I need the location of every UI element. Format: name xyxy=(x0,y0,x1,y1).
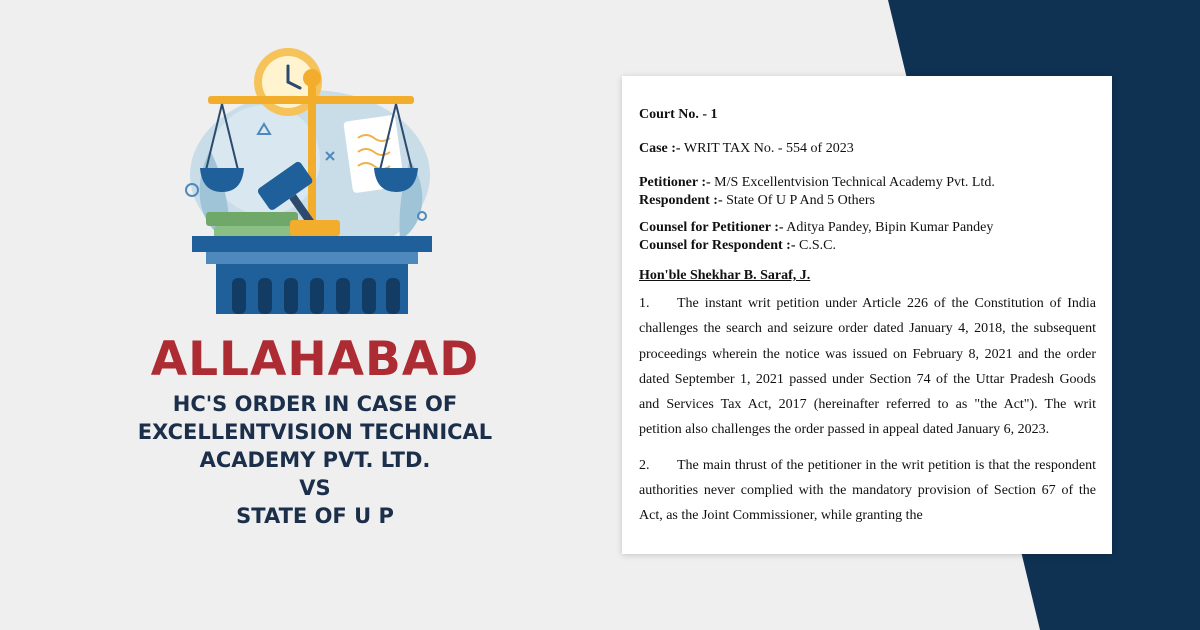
case-value: WRIT TAX No. - 554 of 2023 xyxy=(683,141,854,156)
counsel-petitioner-label: Counsel for Petitioner :- xyxy=(639,220,784,235)
respondent-row xyxy=(639,192,1096,210)
respondent-value: State Of U P And 5 Others xyxy=(726,193,875,208)
counsel-respondent-row xyxy=(639,237,1096,255)
paragraph-2 xyxy=(639,453,1096,529)
counsel-petitioner-value: Aditya Pandey, Bipin Kumar Pandey xyxy=(786,220,994,235)
counsel-petitioner-row xyxy=(639,219,1096,237)
judge-name: Hon'ble Shekhar B. Saraf, J. xyxy=(639,268,811,283)
justice-scale-illustration xyxy=(170,40,450,330)
petitioner-label: Petitioner :- xyxy=(639,175,711,190)
respondent-label: Respondent :- xyxy=(639,193,723,208)
paragraph-1 xyxy=(639,291,1096,443)
book-icon xyxy=(206,212,298,226)
court-order-document xyxy=(622,76,1112,554)
counsel-respondent-value: C.S.C. xyxy=(798,238,836,253)
paragraph-number: 2. xyxy=(639,457,650,473)
petitioner-value: M/S Excellentvision Technical Academy Pvt. Ltd. xyxy=(714,175,995,190)
headline-title: ALLAHABAD xyxy=(150,332,480,387)
petitioner-row xyxy=(639,174,1096,192)
court-number: Court No. - 1 xyxy=(639,107,718,122)
paragraph-number: 1. xyxy=(639,296,650,311)
case-row xyxy=(639,140,1096,158)
headline-block xyxy=(110,330,520,530)
headline-line-5: STATE OF U P xyxy=(236,504,394,528)
counsel-respondent-label: Counsel for Respondent :- xyxy=(639,238,796,253)
headline-line-3: ACADEMY PVT. LTD. xyxy=(199,448,431,472)
podium-top xyxy=(192,236,432,252)
headline-line-4: VS xyxy=(299,476,331,500)
headline-line-1: HC'S ORDER IN CASE OF xyxy=(172,392,458,416)
paragraph-text: The main thrust of the petitioner in the writ petition is that the respondent authorities never complied with the mandatory provision of Section 67 of the Act, as the Joint Commissioner, while granting the xyxy=(639,457,1096,524)
headline-line-2: EXCELLENTVISION TECHNICAL xyxy=(137,420,493,444)
paragraph-text: The instant writ petition under Article 226 of the Constitution of India challenges the search and seizure order dated January 4, 2018, the subsequent proceedings wherein the notice was issued on February 8, 2021 and the order dated September 1, 2021 passed under Section 74 of the Uttar Pradesh Goods and Services Tax Act, 2017 (hereinafter referred to as "the Act"). The writ petition also challenges the order passed in appeal dated January 6, 2023. xyxy=(639,296,1096,438)
case-label: Case :- xyxy=(639,141,681,156)
